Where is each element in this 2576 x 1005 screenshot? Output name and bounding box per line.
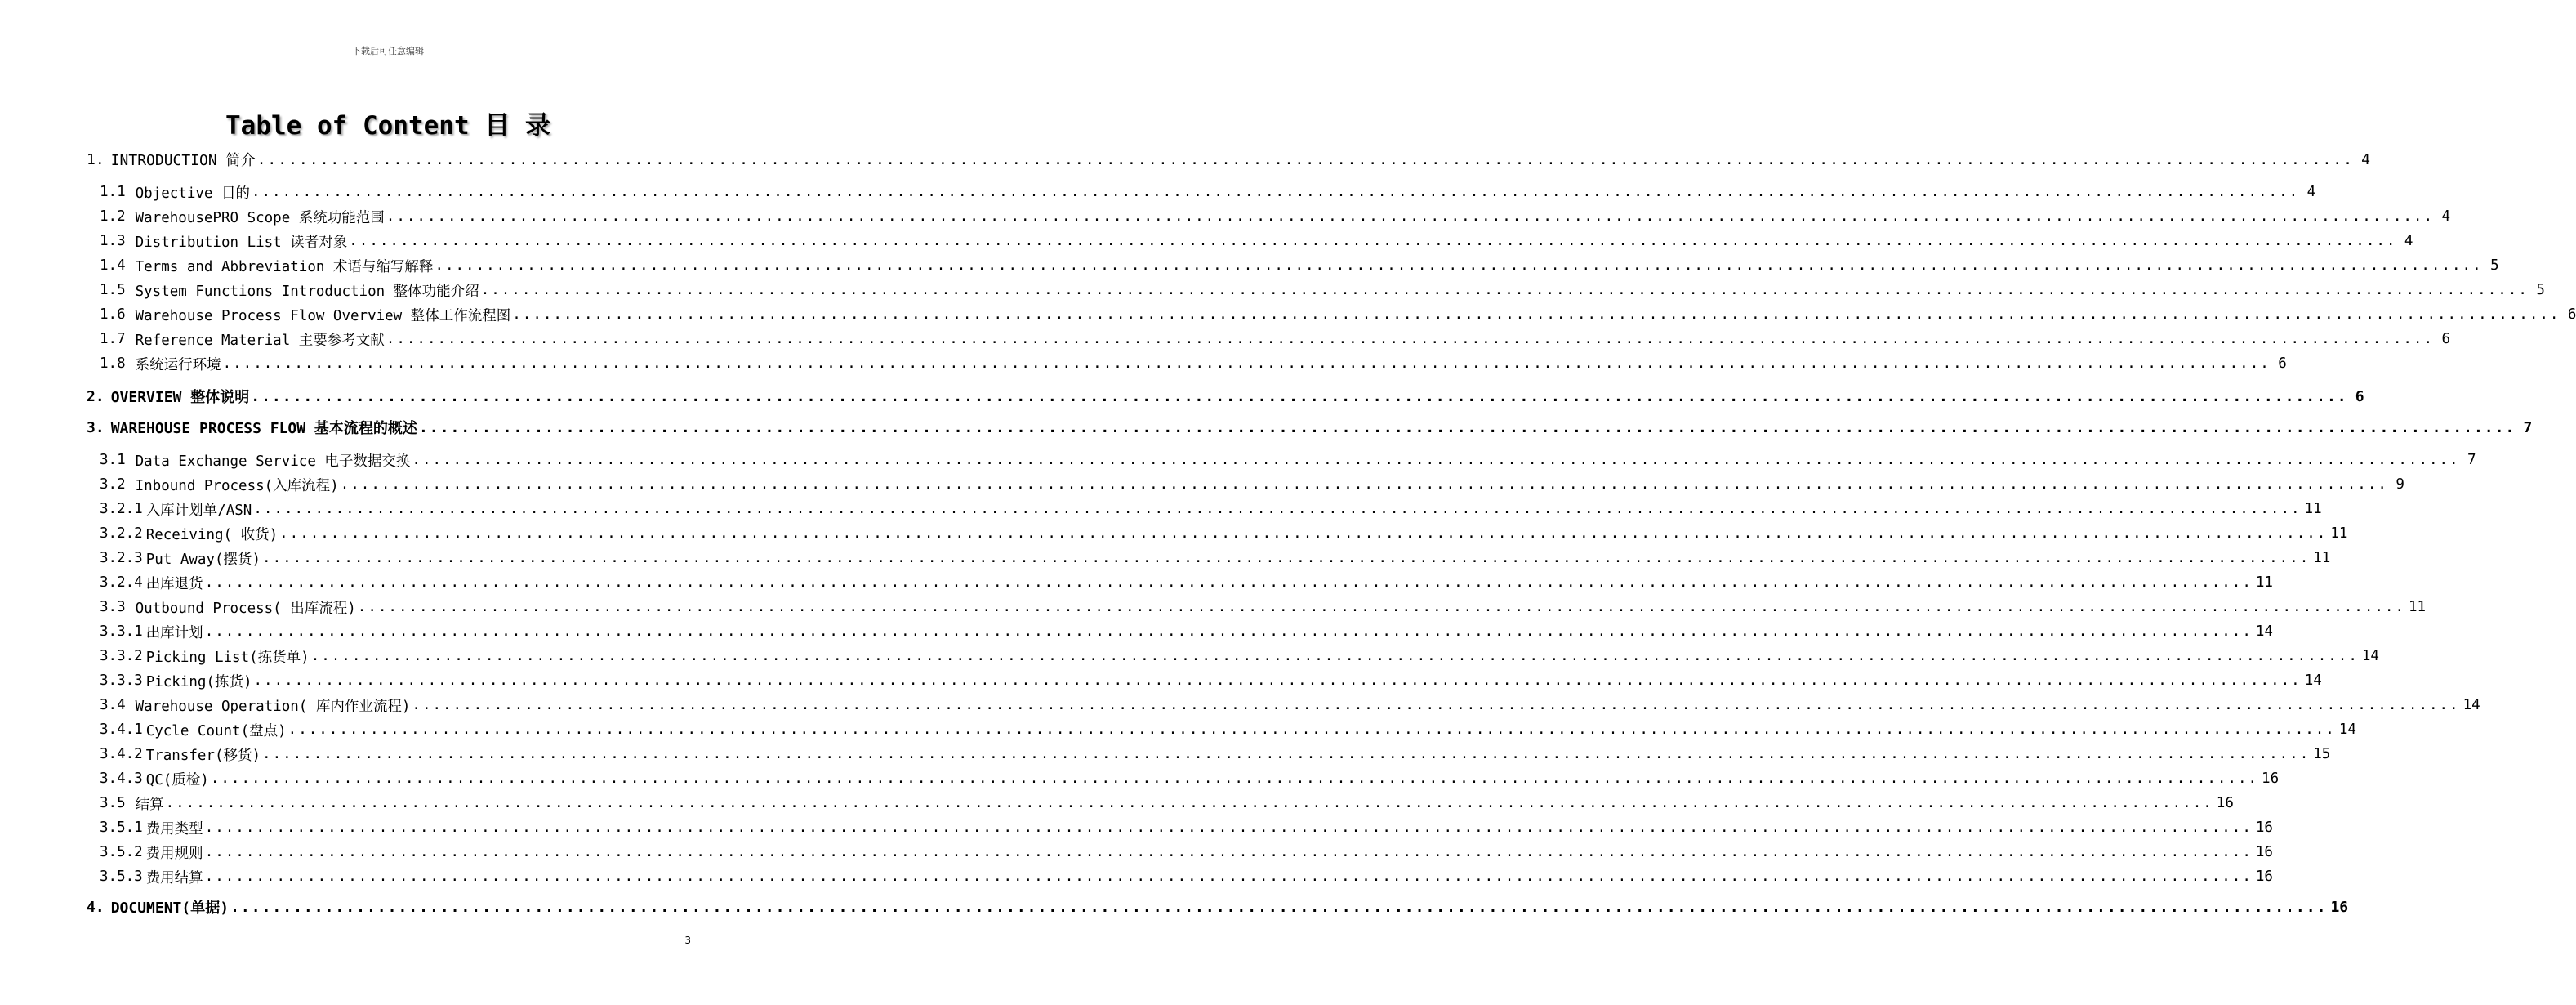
toc-leader-dots: ........................................................................................................................................................................................................ xyxy=(262,550,2311,566)
toc-entry-number: 1.8 xyxy=(100,355,126,372)
toc-entry-page: 5 xyxy=(2536,282,2545,298)
toc-entry-title: WarehousePRO Scope 系统功能范围 xyxy=(135,209,385,226)
toc-entry[interactable] xyxy=(87,472,2404,497)
toc-entry-number: 3.2.4 xyxy=(100,574,143,591)
toc-entry-number: 1.1 xyxy=(100,184,126,200)
toc-entry-page: 4 xyxy=(2361,150,2370,168)
toc-entry[interactable] xyxy=(87,180,2316,204)
toc-leader-dots: ........................................................................................................................................................................................................ xyxy=(251,387,2348,405)
toc-entry-number: 3.3.3 xyxy=(100,672,143,689)
toc-entry-page: 16 xyxy=(2330,898,2349,916)
toc-entry-page: 16 xyxy=(2255,820,2273,836)
toc-leader-dots: ........................................................................................................................................................................................................ xyxy=(204,844,2253,860)
toc-entry-title: OVERVIEW 整体说明 xyxy=(110,389,250,406)
toc-entry[interactable] xyxy=(87,595,2427,619)
toc-entry[interactable] xyxy=(87,840,2273,864)
toc-entry-title: WAREHOUSE PROCESS FLOW 基本流程的概述 xyxy=(110,420,417,437)
toc-entry-page: 11 xyxy=(2304,501,2322,517)
toc-entry-number: 3.3 xyxy=(100,599,126,615)
toc-entry-page: 11 xyxy=(2408,599,2427,615)
toc-entry-title: 费用类型 xyxy=(145,820,203,838)
toc-entry-title: DOCUMENT(单据) xyxy=(110,900,230,917)
toc-entry-number: 1.7 xyxy=(100,331,126,347)
toc-entry-title: Warehouse Operation( 库内作业流程) xyxy=(135,698,411,715)
toc-entry-page: 14 xyxy=(2338,721,2356,738)
toc-entry[interactable] xyxy=(87,302,2576,327)
toc-entry-page: 11 xyxy=(2255,574,2273,591)
toc-entry-number: 3.5.2 xyxy=(100,844,143,860)
toc-entry[interactable] xyxy=(87,693,2480,717)
toc-entry-page: 15 xyxy=(2313,746,2331,762)
toc-entry-title: Data Exchange Service 电子数据交换 xyxy=(135,453,411,470)
toc-entry-page: 11 xyxy=(2313,550,2331,566)
toc-entry[interactable] xyxy=(87,570,2273,595)
toc-entry[interactable] xyxy=(87,668,2322,693)
toc-entry-number: 3.4.3 xyxy=(100,770,143,787)
toc-entry-page: 16 xyxy=(2255,869,2273,885)
toc-entry-number: 1.3 xyxy=(100,233,126,249)
toc-entry-page: 6 xyxy=(2567,306,2576,323)
toc-entry[interactable] xyxy=(87,864,2273,889)
toc-leader-dots: ........................................................................................................................................................................................................ xyxy=(412,697,2460,713)
toc-leader-dots: ........................................................................................................................................................................................................ xyxy=(222,355,2271,372)
toc-leader-dots: ........................................................................................................................................................................................................ xyxy=(204,574,2253,591)
toc-leader-dots: ........................................................................................................................................................................................................ xyxy=(340,476,2388,493)
toc-leader-dots: ........................................................................................................................................................................................................ xyxy=(253,501,2302,517)
toc-entry-title: 入库计划单/ASN xyxy=(145,502,252,519)
toc-leader-dots: ........................................................................................................................................................................................................ xyxy=(512,306,2560,323)
toc-entry-page: 16 xyxy=(2216,795,2234,811)
toc-entry-number: 3.5.1 xyxy=(100,820,143,836)
toc-entry-number: 3.3.2 xyxy=(100,648,143,664)
toc-leader-dots: ........................................................................................................................................................................................................ xyxy=(204,623,2253,640)
toc-leader-dots: ........................................................................................................................................................................................................ xyxy=(480,282,2529,298)
toc-entry[interactable] xyxy=(87,204,2450,229)
toc-entry-page: 14 xyxy=(2462,697,2480,713)
toc-entry[interactable] xyxy=(87,384,2364,409)
toc-entry-page: 9 xyxy=(2396,476,2404,493)
toc-entry[interactable] xyxy=(87,619,2273,644)
toc-leader-dots: ........................................................................................................................................................................................................ xyxy=(253,672,2302,689)
page-number: 3 xyxy=(684,935,691,946)
toc-leader-dots: ........................................................................................................................................................................................................ xyxy=(349,233,2397,249)
toc-entry[interactable] xyxy=(87,415,2533,440)
toc-entry[interactable] xyxy=(87,766,2280,791)
toc-entry[interactable] xyxy=(87,327,2450,351)
toc-entry-number: 1.5 xyxy=(100,282,126,298)
toc-leader-dots: ........................................................................................................................................................................................................ xyxy=(412,452,2460,468)
toc-entry-title: Transfer(移货) xyxy=(145,747,261,764)
toc-entry[interactable] xyxy=(87,521,2348,546)
toc-entry-title: Cycle Count(盘点) xyxy=(145,722,287,739)
toc-entry[interactable] xyxy=(87,448,2476,472)
page-header: 下载后可任意编辑 xyxy=(352,46,424,56)
toc-entry-page: 4 xyxy=(2404,233,2413,249)
toc-leader-dots: ........................................................................................................................................................................................................ xyxy=(230,898,2328,916)
toc-entry-number: 1.2 xyxy=(100,208,126,225)
toc-leader-dots: ........................................................................................................................................................................................................ xyxy=(251,184,2300,200)
toc-leader-dots: ........................................................................................................................................................................................................ xyxy=(165,795,2213,811)
toc-entry-title: 出库退货 xyxy=(145,575,203,592)
toc-leader-dots: ........................................................................................................................................................................................................ xyxy=(279,525,2328,542)
toc-entry-number: 1. xyxy=(87,150,105,168)
toc-entry-title: System Functions Introduction 整体功能介绍 xyxy=(135,283,479,300)
toc-entry-title: Outbound Process( 出库流程) xyxy=(135,600,356,617)
toc-entry-number: 3.5 xyxy=(100,795,126,811)
toc-entry-page: 6 xyxy=(2441,331,2450,347)
toc-entry-number: 1.4 xyxy=(100,257,126,274)
toc-entry-page: 6 xyxy=(2278,355,2287,372)
toc-entry[interactable] xyxy=(87,791,2234,815)
toc-entry-title: Picking List(拣货单) xyxy=(145,649,310,666)
page-title: Table of Content 目 录 xyxy=(225,111,550,141)
toc-entry-number: 3.4.1 xyxy=(100,721,143,738)
toc-entry[interactable] xyxy=(87,229,2413,253)
toc-entry-number: 2. xyxy=(87,387,105,405)
toc-entry-number: 3.2.2 xyxy=(100,525,143,542)
toc-leader-dots: ........................................................................................................................................................................................................ xyxy=(204,820,2253,836)
toc-leader-dots: ........................................................................................................................................................................................................ xyxy=(435,257,2483,274)
toc-entry-title: Warehouse Process Flow Overview 整体工作流程图 xyxy=(135,307,511,324)
toc-entry-title: Receiving( 收货) xyxy=(145,526,279,543)
toc-entry[interactable] xyxy=(87,644,2379,668)
toc-entry-number: 3. xyxy=(87,418,105,436)
toc-entry-title: Objective 目的 xyxy=(135,185,250,202)
toc-entry-number: 3.5.3 xyxy=(100,869,143,885)
toc-entry[interactable] xyxy=(87,546,2331,570)
toc-entry-number: 3.2.3 xyxy=(100,550,143,566)
toc-entry-page: 14 xyxy=(2361,648,2379,664)
toc-entry[interactable] xyxy=(87,147,2370,172)
toc-entry[interactable] xyxy=(87,815,2273,840)
toc-entry-page: 4 xyxy=(2441,208,2450,225)
toc-entry-title: Put Away(摆货) xyxy=(145,551,261,568)
toc-entry-page: 16 xyxy=(2255,844,2273,860)
toc-entry-page: 6 xyxy=(2355,387,2364,405)
toc-leader-dots: ........................................................................................................................................................................................................ xyxy=(210,770,2259,787)
toc-entry-title: QC(质检) xyxy=(145,771,209,788)
toc-entry-title: Distribution List 读者对象 xyxy=(135,234,348,251)
toc-entry-title: Inbound Process(入库流程) xyxy=(135,477,339,494)
toc-leader-dots: ........................................................................................................................................................................................................ xyxy=(204,869,2253,885)
toc-entry-page: 16 xyxy=(2262,770,2280,787)
toc-entry[interactable] xyxy=(87,717,2356,742)
toc-entry-number: 1.6 xyxy=(100,306,126,323)
toc-entry-title: Terms and Abbreviation 术语与缩写解释 xyxy=(135,258,434,275)
toc-entry-number: 3.2 xyxy=(100,476,126,493)
toc-entry[interactable] xyxy=(87,895,2349,919)
toc-entry-title: 费用规则 xyxy=(145,845,203,862)
toc-entry[interactable] xyxy=(87,497,2322,521)
toc-leader-dots: ........................................................................................................................................................................................................ xyxy=(287,721,2336,738)
toc-entry-title: 系统运行环境 xyxy=(135,356,221,373)
toc-leader-dots: ........................................................................................................................................................................................................ xyxy=(357,599,2405,615)
toc-entry[interactable] xyxy=(87,351,2287,376)
toc-leader-dots: ........................................................................................................................................................................................................ xyxy=(386,331,2434,347)
toc-leader-dots: ........................................................................................................................................................................................................ xyxy=(386,208,2434,225)
toc-entry-page: 7 xyxy=(2467,452,2476,468)
toc-leader-dots: ........................................................................................................................................................................................................ xyxy=(256,150,2354,168)
toc-entry-title: Picking(拣货) xyxy=(145,673,252,690)
toc-entry-number: 4. xyxy=(87,898,105,916)
toc-leader-dots: ........................................................................................................................................................................................................ xyxy=(262,746,2311,762)
toc-entry[interactable] xyxy=(87,253,2499,278)
toc-entry-page: 7 xyxy=(2523,418,2533,436)
toc-entry-page: 5 xyxy=(2490,257,2499,274)
toc-entry-number: 3.4 xyxy=(100,697,126,713)
toc-entry-title: INTRODUCTION 简介 xyxy=(110,152,256,169)
toc-entry-page: 14 xyxy=(2255,623,2273,640)
toc-leader-dots: ........................................................................................................................................................................................................ xyxy=(418,418,2516,436)
toc-entry-number: 3.3.1 xyxy=(100,623,143,640)
toc-entry-number: 3.1 xyxy=(100,452,126,468)
toc-entry-title: 出库计划 xyxy=(145,624,203,641)
toc-entry-number: 3.4.2 xyxy=(100,746,143,762)
toc-entry-title: 结算 xyxy=(135,796,164,813)
toc-leader-dots: ........................................................................................................................................................................................................ xyxy=(310,648,2359,664)
toc-entry[interactable] xyxy=(87,278,2545,302)
toc-entry-page: 14 xyxy=(2304,672,2322,689)
toc-entry-page: 11 xyxy=(2330,525,2348,542)
toc-entry-page: 4 xyxy=(2306,184,2316,200)
toc-entry[interactable] xyxy=(87,742,2331,766)
toc-entry-number: 3.2.1 xyxy=(100,501,143,517)
toc-entry-title: 费用结算 xyxy=(145,869,203,887)
toc-entry-title: Reference Material 主要参考文献 xyxy=(135,332,385,349)
